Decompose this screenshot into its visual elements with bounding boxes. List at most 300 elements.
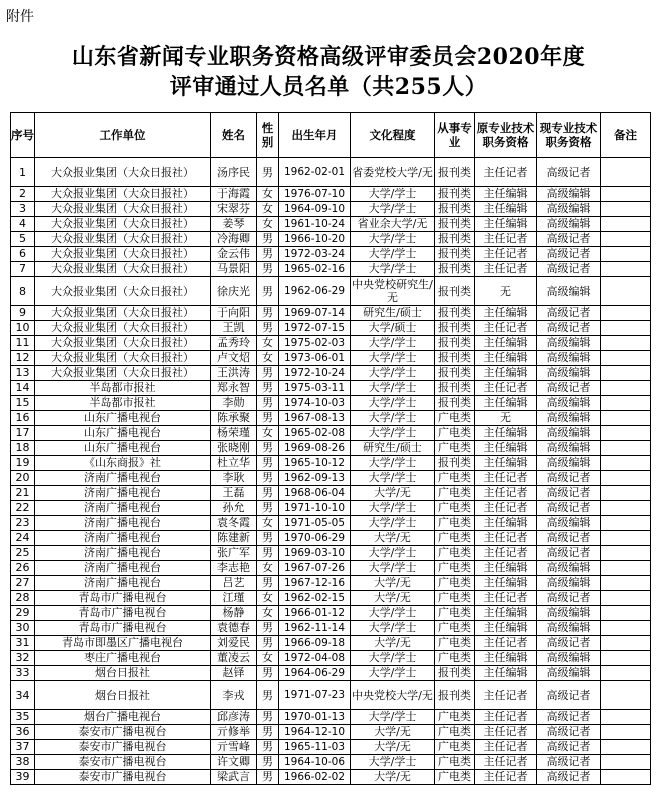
- work-unit-cell: 泰安市广播电视台: [35, 755, 211, 770]
- row-number-cell: 2: [11, 187, 35, 202]
- field-cell: 广电类: [435, 710, 475, 725]
- person-name-cell: 马景阳: [211, 262, 257, 277]
- remark-cell: [601, 277, 651, 306]
- header-row: [11, 113, 651, 158]
- remark-cell: [601, 621, 651, 636]
- field-cell: 报刊类: [435, 247, 475, 262]
- birth-date-cell: 1971-05-05: [279, 516, 351, 531]
- work-unit-cell: 大众报业集团（大众日报社）: [35, 232, 211, 247]
- work-unit-cell: 《山东商报》社: [35, 456, 211, 471]
- original-title-cell: 主任记者: [475, 770, 537, 785]
- current-title-cell: 高级编辑: [537, 621, 601, 636]
- work-unit-cell: 青岛市广播电视台: [35, 591, 211, 606]
- birth-date-cell: 1967-12-16: [279, 576, 351, 591]
- gender-cell: 男: [257, 456, 279, 471]
- current-title-cell: 高级记者: [537, 486, 601, 501]
- header-no: 序号: [11, 113, 35, 158]
- education-cell: 大学/学士: [351, 456, 435, 471]
- row-number-cell: 39: [11, 770, 35, 785]
- roster-table: [10, 112, 651, 785]
- birth-date-cell: 1971-07-23: [279, 681, 351, 710]
- original-title-cell: 主任记者: [475, 710, 537, 725]
- field-cell: 广电类: [435, 606, 475, 621]
- birth-date-cell: 1967-07-26: [279, 561, 351, 576]
- education-cell: 省委党校大学/无: [351, 158, 435, 187]
- field-cell: 报刊类: [435, 187, 475, 202]
- current-title-cell: 高级编辑: [537, 651, 601, 666]
- person-name-cell: 李戎: [211, 681, 257, 710]
- remark-cell: [601, 158, 651, 187]
- field-cell: 报刊类: [435, 336, 475, 351]
- current-title-cell: 高级记者: [537, 725, 601, 740]
- person-name-cell: 李耿: [211, 471, 257, 486]
- row-number-cell: 21: [11, 486, 35, 501]
- education-cell: 大学/无: [351, 531, 435, 546]
- education-cell: 中央党校研究生/无: [352, 278, 433, 304]
- education-cell: 大学/学士: [351, 426, 435, 441]
- person-name-cell: 卢文炤: [211, 351, 257, 366]
- gender-cell: 男: [257, 740, 279, 755]
- work-unit-cell: 济南广播电视台: [35, 561, 211, 576]
- field-cell: 报刊类: [435, 351, 475, 366]
- person-name-cell: 李志艳: [211, 561, 257, 576]
- original-title-cell: 主任编辑: [475, 426, 537, 441]
- birth-date-cell: 1970-01-13: [279, 710, 351, 725]
- person-name-cell: 冷海卿: [211, 232, 257, 247]
- row-number-cell: 10: [11, 321, 35, 336]
- original-title-cell: 主任记者: [475, 546, 537, 561]
- table-row: [11, 321, 651, 336]
- table-row: [11, 396, 651, 411]
- current-title-cell: 高级编辑: [537, 202, 601, 217]
- birth-date-cell: 1972-04-08: [279, 651, 351, 666]
- original-title-cell: 主任编辑: [475, 396, 537, 411]
- work-unit-cell: 烟台广播电视台: [35, 710, 211, 725]
- row-number-cell: 27: [11, 576, 35, 591]
- field-cell: 广电类: [435, 770, 475, 785]
- remark-cell: [601, 262, 651, 277]
- work-unit-cell: 山东广播电视台: [35, 441, 211, 456]
- gender-cell: 男: [257, 321, 279, 336]
- table-row: [11, 217, 651, 232]
- original-title-cell: 主任记者: [475, 501, 537, 516]
- current-title-cell: 高级编辑: [537, 336, 601, 351]
- work-unit-cell: 大众报业集团（大众日报社）: [35, 202, 211, 217]
- gender-cell: 男: [257, 501, 279, 516]
- field-cell: 广电类: [435, 546, 475, 561]
- work-unit-cell: 山东广播电视台: [35, 426, 211, 441]
- original-title-cell: 主任编辑: [475, 666, 537, 681]
- table-row: [11, 411, 651, 426]
- remark-cell: [601, 546, 651, 561]
- work-unit-cell: 泰安市广播电视台: [35, 770, 211, 785]
- education-cell: 大学/学士: [351, 621, 435, 636]
- header-current-title: 现专业技术职务资格: [537, 113, 601, 158]
- original-title-cell: 主任记者: [475, 232, 537, 247]
- person-name-cell: 王洪涛: [211, 366, 257, 381]
- remark-cell: [601, 217, 651, 232]
- work-unit-cell: 济南广播电视台: [35, 531, 211, 546]
- current-title-cell: 高级记者: [537, 158, 601, 187]
- person-name-cell: 亓修举: [211, 725, 257, 740]
- remark-cell: [601, 486, 651, 501]
- work-unit-cell: 大众报业集团（大众日报社）: [35, 351, 211, 366]
- current-title-cell: 高级记者: [537, 232, 601, 247]
- original-title-cell: 主任编辑: [475, 217, 537, 232]
- work-unit-cell: 济南广播电视台: [35, 576, 211, 591]
- row-number-cell: 19: [11, 456, 35, 471]
- education-cell: 大学/无: [351, 725, 435, 740]
- row-number-cell: 16: [11, 411, 35, 426]
- field-cell: 广电类: [435, 651, 475, 666]
- original-title-cell: 主任编辑: [475, 306, 537, 321]
- gender-cell: 女: [257, 606, 279, 621]
- person-name-cell: 张广军: [211, 546, 257, 561]
- person-name-cell: 张晓刚: [211, 441, 257, 456]
- birth-date-cell: 1964-09-10: [279, 202, 351, 217]
- field-cell: 报刊类: [435, 681, 475, 710]
- gender-cell: 男: [257, 576, 279, 591]
- education-cell: 大学/无: [351, 576, 435, 591]
- field-cell: 广电类: [435, 471, 475, 486]
- header-education: 文化程度: [351, 113, 435, 158]
- table-row: [11, 606, 651, 621]
- row-number-cell: 36: [11, 725, 35, 740]
- original-title-cell: 主任记者: [475, 262, 537, 277]
- field-cell: 广电类: [435, 576, 475, 591]
- row-number-cell: 17: [11, 426, 35, 441]
- remark-cell: [601, 247, 651, 262]
- current-title-cell: 高级记者: [537, 546, 601, 561]
- table-row: [11, 351, 651, 366]
- birth-date-cell: 1970-06-29: [279, 531, 351, 546]
- current-title-cell: 高级编辑: [537, 561, 601, 576]
- birth-date-cell: 1969-08-26: [279, 441, 351, 456]
- birth-date-cell: 1961-10-24: [279, 217, 351, 232]
- person-name-cell: 宋翠芬: [211, 202, 257, 217]
- person-name-cell: 孟秀玲: [211, 336, 257, 351]
- field-cell: 报刊类: [435, 306, 475, 321]
- birth-date-cell: 1972-07-15: [279, 321, 351, 336]
- row-number-cell: 37: [11, 740, 35, 755]
- birth-date-cell: 1967-08-13: [279, 411, 351, 426]
- current-title-cell: 高级记者: [537, 381, 601, 396]
- table-row: [11, 755, 651, 770]
- education-cell: 中央党校大学/无: [351, 681, 435, 710]
- education-cell: 大学/学士: [351, 471, 435, 486]
- gender-cell: 男: [257, 232, 279, 247]
- original-title-cell: 主任编辑: [475, 576, 537, 591]
- person-name-cell: 陈承聚: [211, 411, 257, 426]
- current-title-cell: 高级记者: [537, 770, 601, 785]
- row-number-cell: 4: [11, 217, 35, 232]
- original-title-cell: 主任编辑: [475, 621, 537, 636]
- birth-date-cell: 1965-02-16: [279, 262, 351, 277]
- row-number-cell: 32: [11, 651, 35, 666]
- work-unit-cell: 烟台日报社: [35, 666, 211, 681]
- birth-date-cell: 1962-06-29: [279, 277, 351, 306]
- field-cell: 广电类: [435, 516, 475, 531]
- education-cell: 大学/无: [351, 486, 435, 501]
- gender-cell: 男: [257, 681, 279, 710]
- work-unit-cell: 大众报业集团（大众日报社）: [35, 336, 211, 351]
- education-cell: 大学/学士: [351, 755, 435, 770]
- education-cell: 省业余大学/无: [351, 217, 435, 232]
- table-row: [11, 561, 651, 576]
- birth-date-cell: 1973-06-01: [279, 351, 351, 366]
- gender-cell: 男: [257, 396, 279, 411]
- remark-cell: [601, 710, 651, 725]
- work-unit-cell: 大众报业集团（大众日报社）: [35, 158, 211, 187]
- original-title-cell: 主任记者: [475, 486, 537, 501]
- education-cell: 大学/学士: [351, 366, 435, 381]
- original-title-cell: 无: [475, 411, 537, 426]
- field-cell: 报刊类: [435, 262, 475, 277]
- birth-date-cell: 1965-02-08: [279, 426, 351, 441]
- table-row: [11, 710, 651, 725]
- gender-cell: 女: [257, 187, 279, 202]
- remark-cell: [601, 202, 651, 217]
- birth-date-cell: 1965-11-03: [279, 740, 351, 755]
- birth-date-cell: 1975-03-11: [279, 381, 351, 396]
- birth-date-cell: 1966-09-18: [279, 636, 351, 651]
- row-number-cell: 18: [11, 441, 35, 456]
- table-row: [11, 232, 651, 247]
- work-unit-cell: 大众报业集团（大众日报社）: [35, 262, 211, 277]
- field-cell: 广电类: [435, 561, 475, 576]
- gender-cell: 男: [257, 306, 279, 321]
- current-title-cell: 高级编辑: [537, 366, 601, 381]
- person-name-cell: 杨静: [211, 606, 257, 621]
- gender-cell: 男: [257, 755, 279, 770]
- birth-date-cell: 1962-09-13: [279, 471, 351, 486]
- current-title-cell: 高级编辑: [537, 441, 601, 456]
- row-number-cell: 6: [11, 247, 35, 262]
- work-unit-cell: 济南广播电视台: [35, 516, 211, 531]
- birth-date-cell: 1972-03-24: [279, 247, 351, 262]
- remark-cell: [601, 651, 651, 666]
- field-cell: 报刊类: [435, 396, 475, 411]
- current-title-cell: 高级编辑: [537, 456, 601, 471]
- table-row: [11, 621, 651, 636]
- person-name-cell: 杨荣瑾: [211, 426, 257, 441]
- header-name: 姓名: [211, 113, 257, 158]
- remark-cell: [601, 636, 651, 651]
- current-title-cell: 高级编辑: [537, 277, 601, 306]
- person-name-cell: 许文卿: [211, 755, 257, 770]
- birth-date-cell: 1975-02-03: [279, 336, 351, 351]
- table-row: [11, 158, 651, 187]
- remark-cell: [601, 366, 651, 381]
- gender-cell: 男: [257, 366, 279, 381]
- education-cell: 大学/学士: [351, 546, 435, 561]
- gender-cell: 男: [257, 725, 279, 740]
- person-name-cell: 梁武言: [211, 770, 257, 785]
- work-unit-cell: 济南广播电视台: [35, 501, 211, 516]
- current-title-cell: 高级编辑: [537, 351, 601, 366]
- row-number-cell: 22: [11, 501, 35, 516]
- table-row: [11, 546, 651, 561]
- education-cell: 研究生/硕士: [351, 441, 435, 456]
- gender-cell: 女: [257, 217, 279, 232]
- table-row: [11, 770, 651, 785]
- person-name-cell: 江瑾: [211, 591, 257, 606]
- original-title-cell: 主任记者: [475, 725, 537, 740]
- person-name-cell: 亓雪峰: [211, 740, 257, 755]
- remark-cell: [601, 381, 651, 396]
- original-title-cell: 主任编辑: [475, 606, 537, 621]
- education-cell: 大学/学士: [351, 336, 435, 351]
- field-cell: 广电类: [435, 591, 475, 606]
- person-name-cell: 郑永智: [211, 381, 257, 396]
- education-cell: 大学/无: [351, 591, 435, 606]
- current-title-cell: 高级记者: [537, 262, 601, 277]
- work-unit-cell: 半岛都市报社: [35, 396, 211, 411]
- person-name-cell: 王磊: [211, 486, 257, 501]
- table-row: [11, 306, 651, 321]
- table-row: [11, 247, 651, 262]
- original-title-cell: 主任编辑: [475, 456, 537, 471]
- field-cell: 报刊类: [435, 277, 475, 306]
- birth-date-cell: 1966-01-12: [279, 606, 351, 621]
- remark-cell: [601, 591, 651, 606]
- table-row: [11, 277, 651, 306]
- education-cell: 研究生/硕士: [351, 306, 435, 321]
- original-title-cell: 主任记者: [475, 681, 537, 710]
- person-name-cell: 姜琴: [211, 217, 257, 232]
- field-cell: 广电类: [435, 486, 475, 501]
- birth-date-cell: 1976-07-10: [279, 187, 351, 202]
- original-title-cell: 主任记者: [475, 158, 537, 187]
- original-title-cell: 主任记者: [475, 755, 537, 770]
- table-row: [11, 262, 651, 277]
- birth-date-cell: 1972-10-24: [279, 366, 351, 381]
- row-number-cell: 5: [11, 232, 35, 247]
- person-name-cell: 袁德春: [211, 621, 257, 636]
- remark-cell: [601, 351, 651, 366]
- row-number-cell: 26: [11, 561, 35, 576]
- remark-cell: [601, 411, 651, 426]
- work-unit-cell: 泰安市广播电视台: [35, 725, 211, 740]
- gender-cell: 女: [257, 426, 279, 441]
- row-number-cell: 24: [11, 531, 35, 546]
- field-cell: 广电类: [435, 531, 475, 546]
- original-title-cell: 主任记者: [475, 381, 537, 396]
- document-title: 山东省新闻专业职务资格高级评审委员会2020年度: [71, 44, 586, 70]
- row-number-cell: 28: [11, 591, 35, 606]
- work-unit-cell: 大众报业集团（大众日报社）: [35, 321, 211, 336]
- current-title-cell: 高级编辑: [537, 396, 601, 411]
- work-unit-cell: 大众报业集团（大众日报社）: [35, 247, 211, 262]
- table-row: [11, 666, 651, 681]
- field-cell: 报刊类: [435, 217, 475, 232]
- current-title-cell: 高级编辑: [537, 666, 601, 681]
- header-unit: 工作单位: [35, 113, 211, 158]
- field-cell: 报刊类: [435, 381, 475, 396]
- table-row: [11, 441, 651, 456]
- field-cell: 报刊类: [435, 202, 475, 217]
- current-title-cell: 高级记者: [537, 755, 601, 770]
- gender-cell: 女: [257, 591, 279, 606]
- person-name-cell: 于海霞: [211, 187, 257, 202]
- gender-cell: 男: [257, 441, 279, 456]
- gender-cell: 女: [257, 561, 279, 576]
- row-number-cell: 1: [11, 158, 35, 187]
- header-original-title: 原专业技术职务资格: [475, 113, 537, 158]
- table-row: [11, 187, 651, 202]
- row-number-cell: 23: [11, 516, 35, 531]
- original-title-cell: 主任编辑: [475, 351, 537, 366]
- work-unit-cell: 大众报业集团（大众日报社）: [35, 217, 211, 232]
- original-title-cell: 主任记者: [475, 531, 537, 546]
- current-title-cell: 高级记者: [537, 636, 601, 651]
- work-unit-cell: 青岛市即墨区广播电视台: [35, 636, 211, 651]
- birth-date-cell: 1966-10-20: [279, 232, 351, 247]
- row-number-cell: 11: [11, 336, 35, 351]
- birth-date-cell: 1974-10-03: [279, 396, 351, 411]
- remark-cell: [601, 336, 651, 351]
- original-title-cell: 主任记者: [475, 740, 537, 755]
- remark-cell: [601, 456, 651, 471]
- person-name-cell: 邱彦涛: [211, 710, 257, 725]
- current-title-cell: 高级编辑: [537, 576, 601, 591]
- education-cell: 大学/无: [351, 740, 435, 755]
- table-row: [11, 471, 651, 486]
- remark-cell: [601, 681, 651, 710]
- row-number-cell: 14: [11, 381, 35, 396]
- current-title-cell: 高级编辑: [537, 411, 601, 426]
- remark-cell: [601, 666, 651, 681]
- original-title-cell: 主任记者: [475, 247, 537, 262]
- education-cell: 大学/学士: [351, 381, 435, 396]
- original-title-cell: 主任记者: [475, 591, 537, 606]
- birth-date-cell: 1966-02-02: [279, 770, 351, 785]
- person-name-cell: 王凯: [211, 321, 257, 336]
- row-number-cell: 12: [11, 351, 35, 366]
- row-number-cell: 8: [11, 277, 35, 306]
- row-number-cell: 33: [11, 666, 35, 681]
- birth-date-cell: 1969-07-14: [279, 306, 351, 321]
- person-name-cell: 董凌云: [211, 651, 257, 666]
- person-name-cell: 陈建新: [211, 531, 257, 546]
- field-cell: 报刊类: [435, 366, 475, 381]
- row-number-cell: 15: [11, 396, 35, 411]
- table-row: [11, 516, 651, 531]
- gender-cell: 男: [257, 411, 279, 426]
- gender-cell: 男: [257, 666, 279, 681]
- work-unit-cell: 山东广播电视台: [35, 411, 211, 426]
- original-title-cell: 主任编辑: [475, 516, 537, 531]
- birth-date-cell: 1962-02-01: [279, 158, 351, 187]
- gender-cell: 男: [257, 262, 279, 277]
- original-title-cell: 主任编辑: [475, 441, 537, 456]
- gender-cell: 女: [257, 336, 279, 351]
- education-cell: 大学/学士: [351, 187, 435, 202]
- table-row: [11, 501, 651, 516]
- document-subtitle: 评审通过人员名单（共255人）: [169, 74, 488, 100]
- person-name-cell: 袁冬霞: [211, 516, 257, 531]
- birth-date-cell: 1965-10-12: [279, 456, 351, 471]
- remark-cell: [601, 306, 651, 321]
- work-unit-cell: 济南广播电视台: [35, 471, 211, 486]
- education-cell: 大学/学士: [351, 651, 435, 666]
- remark-cell: [601, 232, 651, 247]
- row-number-cell: 31: [11, 636, 35, 651]
- roster-body: [11, 158, 651, 785]
- education-cell: 大学/学士: [351, 351, 435, 366]
- education-cell: 大学/学士: [351, 606, 435, 621]
- education-cell: 大学/学士: [351, 501, 435, 516]
